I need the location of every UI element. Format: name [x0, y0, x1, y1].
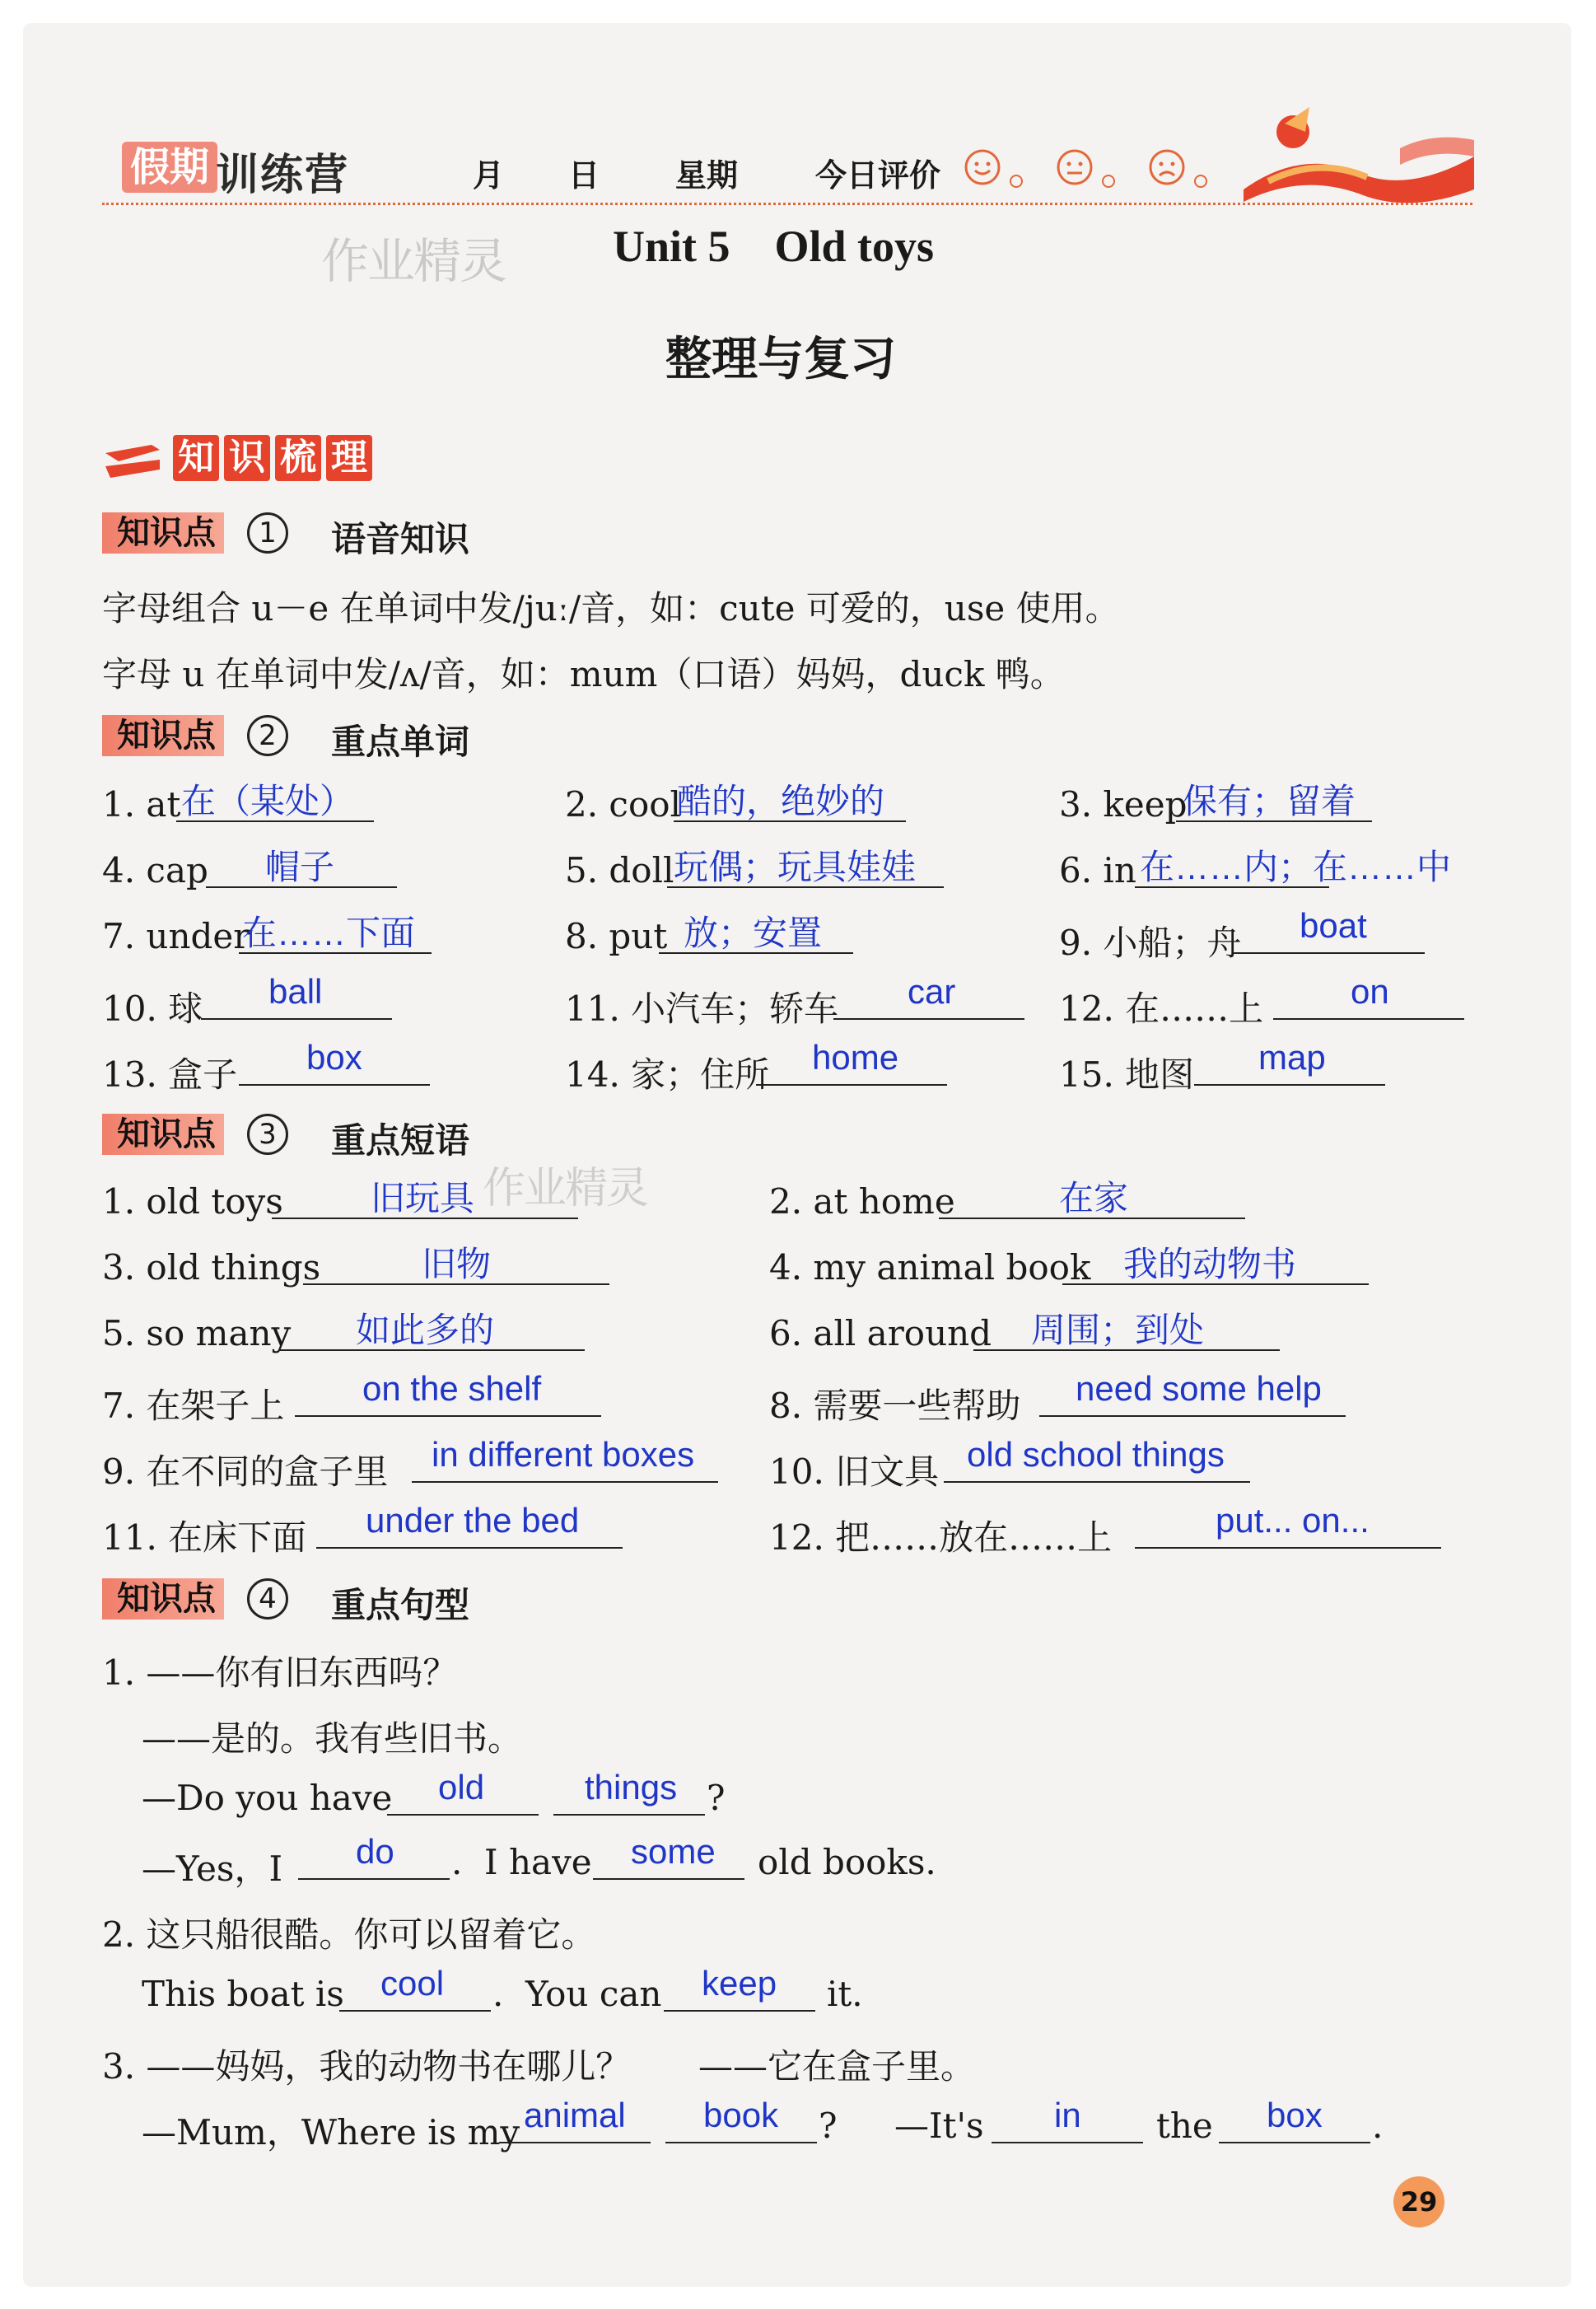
vocab-question: 6. in: [1059, 850, 1136, 890]
sentence-answer: in: [1054, 2096, 1081, 2134]
sentence-chinese: 2. 这只船很酷。你可以留着它。: [102, 1914, 596, 1955]
sentence-answer: box: [1267, 2096, 1323, 2134]
phrase-question: 7. 在架子上: [102, 1386, 285, 1426]
rating-dot: [1102, 175, 1115, 188]
sentence-english: —It's: [894, 2106, 984, 2146]
sentence-answer: things: [585, 1768, 678, 1807]
vocab-answer: 放；安置: [684, 914, 823, 952]
vocab-answer: 帽子: [265, 848, 335, 886]
phrase-question: 4. my animal book: [769, 1247, 1091, 1288]
vocab-answer: 玩偶；玩具娃娃: [674, 848, 917, 886]
knowledge-point-number: 4: [247, 1578, 288, 1620]
knowledge-point-title: 语音知识: [331, 519, 470, 559]
section-char: 梳: [275, 435, 321, 481]
phrase-answer: need some help: [1076, 1369, 1322, 1408]
page-subtitle: 整理与复习: [665, 333, 896, 386]
section-char: 知: [173, 435, 219, 481]
vocab-question: 7. under: [102, 916, 250, 956]
vocab-question: 1. at: [102, 784, 181, 825]
sentence-answer: old: [438, 1768, 485, 1807]
page-title: Unit 5 Old toys: [613, 222, 935, 271]
phrase-question: 6. all around: [769, 1313, 992, 1353]
phrase-question: 3. old things: [102, 1247, 321, 1288]
vocab-answer: on: [1351, 972, 1389, 1011]
watermark: 作业精灵: [483, 1164, 648, 1213]
phrase-answer: 周围；到处: [1031, 1311, 1205, 1349]
phrase-question: 2. at home: [769, 1181, 955, 1222]
section-char: 识: [224, 435, 270, 481]
vocab-answer: map: [1258, 1038, 1326, 1077]
sentence-english: .: [1372, 2106, 1384, 2146]
phrase-answer: 旧玩具: [371, 1179, 475, 1218]
sentence-english: This boat is: [142, 1974, 344, 2014]
vocab-answer: 在……内；在……中: [1140, 848, 1452, 886]
phrase-question: 5. so many: [102, 1313, 292, 1353]
vocab-answer: 在（某处）: [181, 782, 355, 820]
vocab-answer: box: [306, 1038, 362, 1077]
phrase-question: 12. 把……放在……上: [769, 1517, 1113, 1558]
knowledge-point-title: 重点句型: [331, 1585, 470, 1625]
sentence-answer: keep: [702, 1964, 777, 2003]
phrase-answer: on the shelf: [362, 1369, 542, 1408]
vocab-answer: 保有；留着: [1183, 782, 1356, 820]
knowledge-point-label: 知识点: [102, 715, 224, 756]
section-arrow-icon: [102, 442, 163, 484]
phrase-answer: 在家: [1059, 1179, 1129, 1218]
vocab-question: 9. 小船；舟: [1059, 923, 1242, 963]
phrase-question: 8. 需要一些帮助: [769, 1386, 1021, 1426]
vocab-question: 12. 在……上: [1059, 989, 1264, 1029]
sentence-english: . You can: [492, 1974, 662, 2014]
phonics-line: 字母组合 u－e 在单词中发/juː/音，如：cute 可爱的，use 使用。: [102, 588, 1120, 629]
vocab-question: 3. keep: [1059, 784, 1188, 825]
phrase-answer: under the bed: [366, 1501, 580, 1540]
day-label: 日: [568, 157, 600, 194]
sentence-chinese: ——是的。我有些旧书。: [142, 1718, 523, 1759]
vocab-question: 8. put: [565, 916, 668, 956]
vocab-question: 11. 小汽车；轿车: [565, 989, 839, 1029]
watermark: 作业精灵: [321, 233, 506, 289]
sentence-english: . I have: [451, 1842, 592, 1882]
neutral-face-icon: [1056, 148, 1094, 186]
sentence-english: the: [1156, 2106, 1213, 2146]
vocab-answer: 在……下面: [242, 914, 416, 952]
phrase-question: 11. 在床下面: [102, 1517, 307, 1558]
vocab-question: 4. cap: [102, 850, 208, 890]
knowledge-point-label: 知识点: [102, 1578, 224, 1620]
sentence-answer: some: [631, 1832, 716, 1871]
rating-dot: [1194, 175, 1207, 188]
knowledge-point-number: 1: [247, 512, 288, 554]
knowledge-point-number: 2: [247, 715, 288, 756]
phrase-answer: in different boxes: [432, 1435, 695, 1474]
rating-dot: [1010, 175, 1023, 188]
sentence-english: ?: [707, 1778, 726, 1818]
section-char: 理: [326, 435, 372, 481]
sentence-answer: book: [703, 2096, 779, 2134]
phrase-question: 1. old toys: [102, 1181, 283, 1222]
phrase-answer: 旧物: [422, 1245, 492, 1283]
sentence-english: —Mum，Where is my: [142, 2112, 520, 2152]
phrase-answer: put... on...: [1216, 1501, 1370, 1540]
vocab-answer: car: [908, 972, 956, 1011]
phrase-question: 9. 在不同的盒子里: [102, 1451, 389, 1492]
vocab-question: 5. doll: [565, 850, 674, 890]
sentence-english: old books.: [758, 1842, 936, 1882]
weekday-label: 星期: [675, 157, 739, 194]
sentence-chinese: 1. ——你有旧东西吗？: [102, 1652, 458, 1693]
vocab-question: 2. cool: [565, 784, 681, 825]
sentence-english: it.: [827, 1974, 863, 2014]
sad-face-icon: [1148, 148, 1186, 186]
brand-tag: 假期: [122, 142, 217, 193]
vocab-answer: boat: [1300, 906, 1367, 945]
vocab-question: 14. 家；住所: [565, 1054, 770, 1095]
rating-label: 今日评价: [815, 157, 941, 194]
sentence-english: —Yes，I: [142, 1849, 283, 1889]
knowledge-point-label: 知识点: [102, 512, 224, 554]
phonics-line: 字母 u 在单词中发/ʌ/音，如：mum（口语）妈妈，duck 鸭。: [102, 654, 1065, 694]
phrase-question: 10. 旧文具: [769, 1451, 940, 1492]
knowledge-point-number: 3: [247, 1114, 288, 1155]
phrase-answer: old school things: [967, 1435, 1225, 1474]
phrase-answer: 如此多的: [356, 1311, 495, 1349]
vocab-answer: ball: [268, 972, 323, 1011]
header-divider: [102, 203, 1472, 205]
sentence-answer: do: [356, 1832, 394, 1871]
sentence-answer: cool: [380, 1964, 445, 2003]
knowledge-point-label: 知识点: [102, 1114, 224, 1155]
dragon-boat-decoration: [1235, 99, 1482, 206]
sentence-answer: animal: [524, 2096, 626, 2134]
phrase-answer: 我的动物书: [1123, 1245, 1297, 1283]
vocab-answer: 酷的，绝妙的: [677, 782, 885, 820]
knowledge-point-title: 重点短语: [331, 1120, 470, 1161]
brand-title: 训练营: [216, 151, 350, 200]
page-number: 29: [1393, 2176, 1444, 2227]
month-label: 月: [473, 157, 505, 194]
vocab-question: 13. 盒子: [102, 1054, 238, 1095]
vocab-question: 15. 地图: [1059, 1054, 1195, 1095]
sentence-english: —Do you have: [142, 1778, 393, 1818]
vocab-answer: home: [812, 1038, 899, 1077]
knowledge-point-title: 重点单词: [331, 722, 470, 762]
sentence-english: ?: [819, 2106, 838, 2146]
happy-face-icon: [964, 148, 1001, 186]
sentence-chinese: 3. ——妈妈，我的动物书在哪儿？: [102, 2046, 631, 2087]
sentence-chinese: ——它在盒子里。: [698, 2046, 976, 2087]
vocab-question: 10. 球: [102, 989, 203, 1029]
